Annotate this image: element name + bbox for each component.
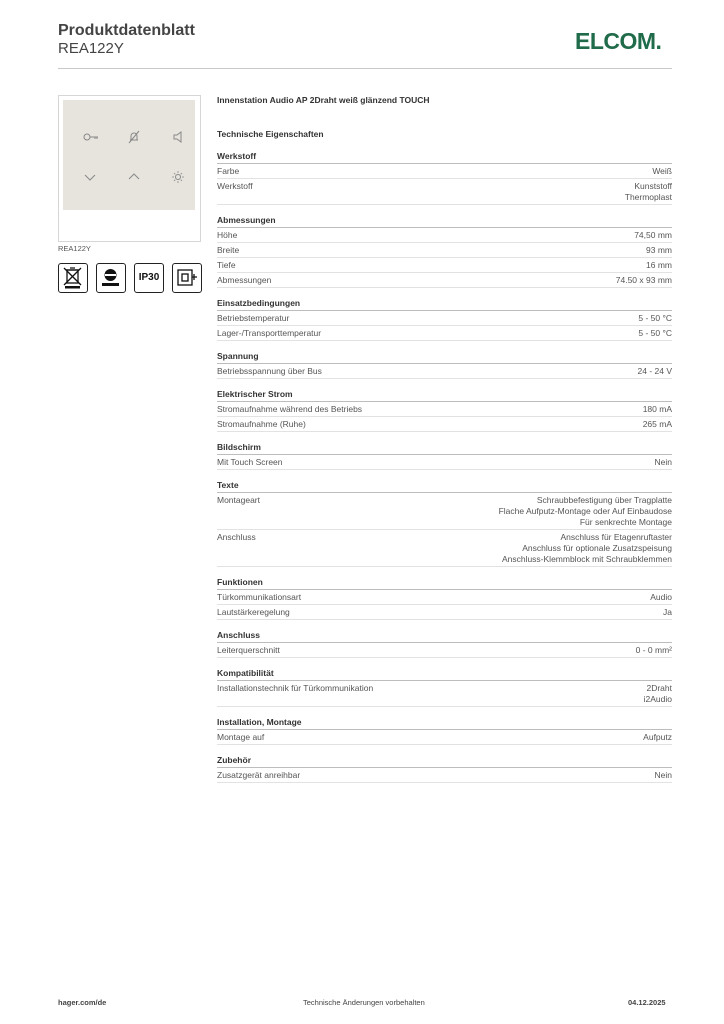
footer-note: Technische Änderungen vorbehalten bbox=[303, 998, 425, 1007]
spec-label: Betriebsspannung über Bus bbox=[217, 365, 322, 376]
spec-section bbox=[217, 629, 672, 658]
spec-section bbox=[217, 350, 672, 379]
spec-value-line: 5 - 50 °C bbox=[638, 327, 672, 338]
spec-value-line: Aufputz bbox=[643, 731, 672, 742]
spec-value-line: 265 mA bbox=[642, 418, 672, 429]
spec-row bbox=[217, 590, 672, 605]
spec-value bbox=[636, 645, 672, 656]
spec-value-line: Anschluss-Klemmblock mit Schraubklemmen bbox=[501, 553, 672, 564]
spec-section bbox=[217, 297, 672, 341]
spec-label: Betriebstemperatur bbox=[217, 312, 290, 323]
weee-bin-icon bbox=[58, 263, 88, 293]
section-title: Spannung bbox=[217, 350, 672, 364]
spec-value-line: Kunststoff bbox=[634, 180, 672, 191]
spec-value-line: Anschluss für optionale Zusatzspeisung bbox=[522, 542, 672, 553]
device-panel bbox=[63, 100, 195, 210]
spec-value bbox=[499, 495, 672, 528]
spec-row bbox=[217, 243, 672, 258]
spec-section bbox=[217, 716, 672, 745]
spec-value-line: 2Draht bbox=[646, 682, 672, 693]
spec-row bbox=[217, 455, 672, 470]
spec-label: Stromaufnahme (Ruhe) bbox=[217, 418, 306, 429]
section-title: Installation, Montage bbox=[217, 716, 672, 730]
tech-properties-title: Technische Eigenschaften bbox=[217, 129, 324, 139]
spec-label: Türkommunikationsart bbox=[217, 591, 302, 602]
footer-date: 04.12.2025 bbox=[628, 998, 666, 1007]
section-title: Werkstoff bbox=[217, 150, 672, 164]
spec-value-line: Weiß bbox=[652, 165, 672, 176]
spec-row bbox=[217, 258, 672, 273]
spec-label: Anschluss bbox=[217, 531, 256, 542]
spec-value bbox=[663, 607, 672, 618]
spec-label: Lager-/Transporttemperatur bbox=[217, 327, 322, 338]
section-title: Abmessungen bbox=[217, 214, 672, 228]
spec-value bbox=[616, 275, 672, 286]
section-title: Funktionen bbox=[217, 576, 672, 590]
spec-row bbox=[217, 730, 672, 745]
spec-value bbox=[643, 419, 672, 430]
spec-row bbox=[217, 493, 672, 530]
footer-website: hager.com/de bbox=[58, 998, 107, 1007]
spec-value-line: 74.50 x 93 mm bbox=[615, 274, 672, 285]
spec-section bbox=[217, 576, 672, 620]
product-image bbox=[58, 95, 201, 242]
spec-row bbox=[217, 364, 672, 379]
spec-label: Montageart bbox=[217, 494, 260, 505]
spec-row bbox=[217, 681, 672, 707]
spec-label: Installationstechnik für Türkommunikation bbox=[217, 682, 374, 693]
spec-section bbox=[217, 754, 672, 783]
spec-value bbox=[643, 732, 672, 743]
spec-section bbox=[217, 388, 672, 432]
spec-row bbox=[217, 402, 672, 417]
header-divider bbox=[58, 68, 672, 69]
chevron-up-icon bbox=[127, 170, 141, 184]
spec-label: Farbe bbox=[217, 165, 240, 176]
product-code: REA122Y bbox=[58, 40, 124, 57]
spec-value bbox=[646, 260, 672, 271]
spec-section bbox=[217, 479, 672, 567]
spec-label: Abmessungen bbox=[217, 274, 272, 285]
spec-label: Leiterquerschnitt bbox=[217, 644, 280, 655]
spec-value-line: Audio bbox=[650, 591, 672, 602]
section-title: Zubehör bbox=[217, 754, 672, 768]
spec-row bbox=[217, 643, 672, 658]
section-title: Anschluss bbox=[217, 629, 672, 643]
spec-row bbox=[217, 417, 672, 432]
section-title: Texte bbox=[217, 479, 672, 493]
spec-label: Höhe bbox=[217, 229, 238, 240]
spec-value-line: 24 - 24 V bbox=[637, 365, 672, 376]
spec-value-line: 0 - 0 mm² bbox=[635, 644, 672, 655]
image-caption: REA122Y bbox=[58, 244, 91, 253]
spec-label: Stromaufnahme während des Betriebs bbox=[217, 403, 363, 414]
speaker-icon bbox=[171, 130, 185, 144]
ip30-badge bbox=[134, 263, 164, 293]
spec-row bbox=[217, 228, 672, 243]
section-title: Einsatzbedingungen bbox=[217, 297, 672, 311]
spec-row bbox=[217, 530, 672, 567]
spec-row bbox=[217, 605, 672, 620]
section-title: Kompatibilität bbox=[217, 667, 672, 681]
spec-row bbox=[217, 311, 672, 326]
elcom-logo: ELCOM. bbox=[575, 28, 662, 54]
spec-row bbox=[217, 768, 672, 783]
spec-value-line: 74,50 mm bbox=[634, 229, 672, 240]
spec-value bbox=[634, 230, 672, 241]
spec-value-line: 16 mm bbox=[646, 259, 672, 270]
spec-sections bbox=[217, 150, 672, 783]
spec-value-line: 5 - 50 °C bbox=[638, 312, 672, 323]
spec-value-line: Flache Aufputz-Montage oder Auf Einbaudose bbox=[498, 505, 672, 516]
spec-value-line: Für senkrechte Montage bbox=[579, 516, 672, 527]
spec-value-line: i2Audio bbox=[643, 693, 672, 704]
spec-value-line: Ja bbox=[663, 606, 672, 617]
spec-value-line: Schraubbefestigung über Tragplatte bbox=[536, 494, 672, 505]
spec-section bbox=[217, 441, 672, 470]
spec-value bbox=[502, 532, 672, 565]
product-name: Innenstation Audio AP 2Draht weiß glänzend TOUCH bbox=[217, 95, 430, 105]
spec-label: Tiefe bbox=[217, 259, 236, 270]
spec-section bbox=[217, 150, 672, 205]
ip30-label: IP30 bbox=[138, 272, 160, 283]
spec-row bbox=[217, 164, 672, 179]
spec-value bbox=[652, 166, 672, 177]
drenth-logo-icon bbox=[96, 263, 126, 293]
spec-label: Lautstärkeregelung bbox=[217, 606, 290, 617]
chevron-down-icon bbox=[83, 170, 97, 184]
section-title: Elektrischer Strom bbox=[217, 388, 672, 402]
spec-value-line: 180 mA bbox=[642, 403, 672, 414]
spec-label: Mit Touch Screen bbox=[217, 456, 283, 467]
spec-row bbox=[217, 326, 672, 341]
light-icon bbox=[171, 170, 185, 184]
spec-value bbox=[638, 313, 672, 324]
spec-value bbox=[638, 366, 673, 377]
spec-value-line: Thermoplast bbox=[624, 191, 672, 202]
spec-value-line: Nein bbox=[654, 769, 672, 780]
section-title: Bildschirm bbox=[217, 441, 672, 455]
spec-value bbox=[643, 404, 672, 415]
spec-label: Montage auf bbox=[217, 731, 265, 742]
spec-value bbox=[650, 592, 672, 603]
spec-value bbox=[644, 683, 672, 705]
spec-row bbox=[217, 273, 672, 288]
spec-value bbox=[646, 245, 672, 256]
spec-value bbox=[655, 770, 672, 781]
bell-off-icon bbox=[127, 130, 141, 144]
key-icon bbox=[83, 130, 99, 144]
spec-value-line: Anschluss für Etagenruftaster bbox=[560, 531, 672, 542]
spec-label: Werkstoff bbox=[217, 180, 253, 191]
spec-value bbox=[638, 328, 672, 339]
spec-label: Zusatzgerät anreihbar bbox=[217, 769, 301, 780]
spec-section bbox=[217, 214, 672, 288]
spec-value-line: Nein bbox=[654, 456, 672, 467]
spec-value-line: 93 mm bbox=[646, 244, 672, 255]
spec-value bbox=[625, 181, 672, 203]
spec-row bbox=[217, 179, 672, 205]
plug-icon bbox=[172, 263, 202, 293]
spec-content bbox=[217, 95, 672, 783]
document-title: Produktdatenblatt bbox=[58, 22, 195, 39]
spec-value bbox=[655, 457, 672, 468]
spec-section bbox=[217, 667, 672, 707]
spec-label: Breite bbox=[217, 244, 240, 255]
